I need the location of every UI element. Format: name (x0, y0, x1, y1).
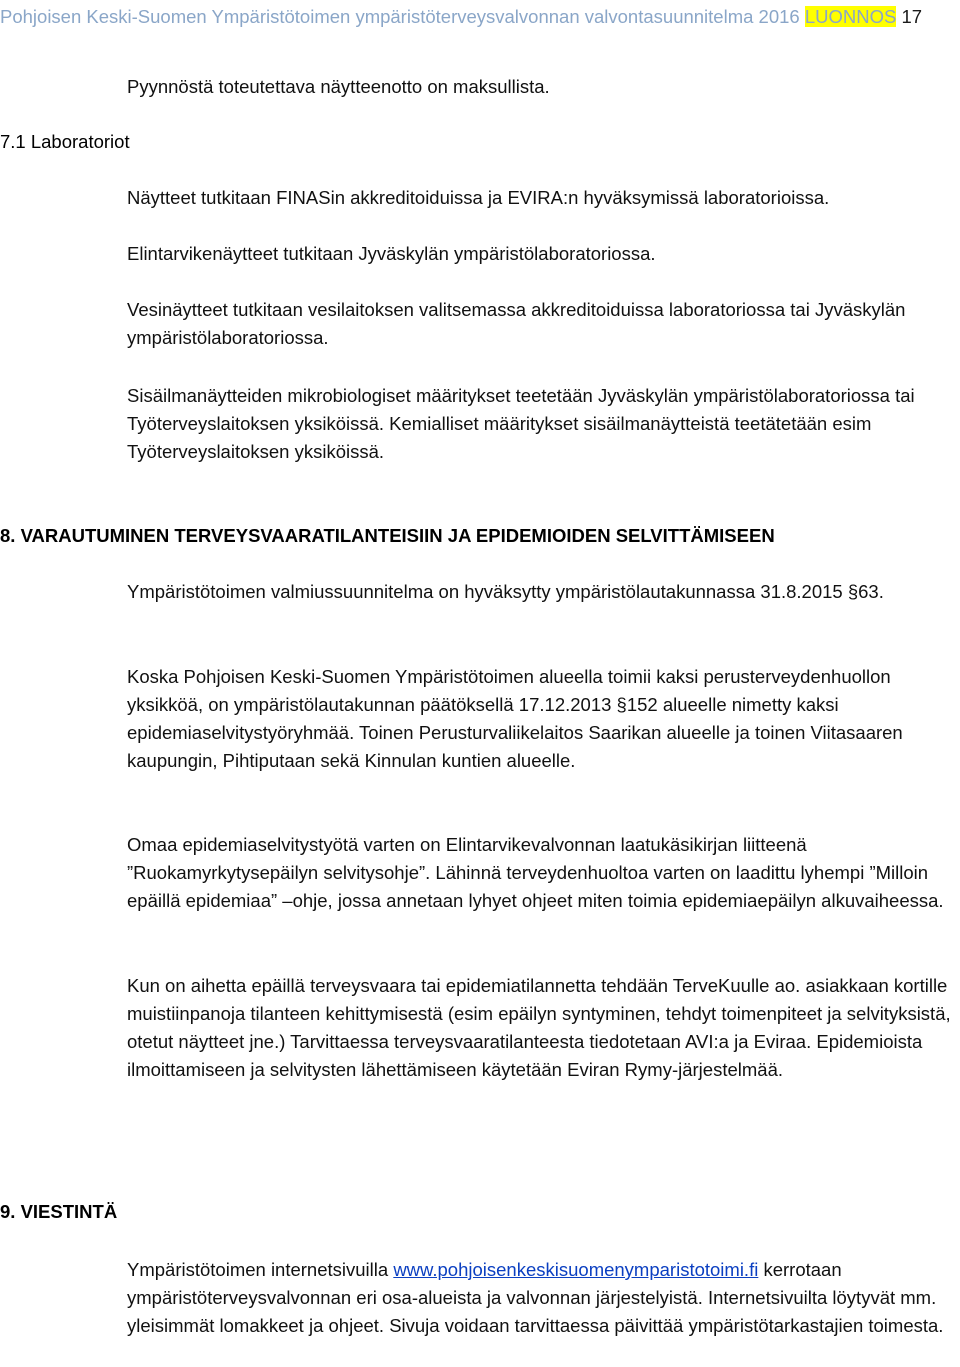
lab-paragraph-2: Elintarvikenäytteet tutkitaan Jyväskylän ympäristölaboratoriossa. (127, 243, 656, 264)
intro-paragraph: Pyynnöstä toteutettava näytteenotto on maksullista. (127, 76, 550, 97)
lab-paragraph-3: Vesinäytteet tutkitaan vesilaitoksen valitsemassa akkreditoiduissa laboratoriossa tai Jyväskylän ympäristölaboratoriossa. (127, 299, 906, 348)
preparedness-paragraph-2: Koska Pohjoisen Keski-Suomen Ympäristötoimen alueella toimii kaksi perusterveydenhuollon yksikköä, on ympäristölautakunnan päätöksellä 17.12.2013 §152 alueelle nimetty kaksi epidemiaselvitystyöryhmää. Toinen Perusturvaliikelaitos Saarikan alueelle ja toinen Viitasaaren kaupungin, Pihtiputaan sekä Kinnulan kuntien alueelle. (127, 666, 903, 771)
page-number: 17 (901, 6, 923, 27)
communication-text-before: Ympäristötoimen internetsivuilla (127, 1259, 389, 1280)
section-7-1-heading: 7.1 Laboratoriot (0, 131, 130, 152)
section-9-heading: 9. VIESTINTÄ (0, 1201, 118, 1222)
preparedness-paragraph-1: Ympäristötoimen valmiussuunnitelma on hyväksytty ympäristölautakunnassa 31.8.2015 §63. (127, 581, 884, 602)
communication-paragraph (127, 1256, 957, 1340)
section-8-heading: 8. VARAUTUMINEN TERVEYSVAARATILANTEISIIN JA EPIDEMIOIDEN SELVITTÄMISEEN (0, 525, 775, 546)
preparedness-paragraph-4: Kun on aihetta epäillä terveysvaara tai epidemiatilannetta tehdään TerveKuulle ao. asiakkaan kortille muistiinpanoja tilanteen kehittymisestä (esim epäilyn syntyminen, tehdyt toimenpiteet ja selvityksistä, otetut näytteet jne.) Tarvittaessa terveysvaaratilanteesta tiedotetaan AVI:a ja Eviraa. Epidemioista ilmoittamiseen ja selvitysten lähettämiseen käytetään Eviran Rymy-järjestelmää. (127, 975, 951, 1080)
page-header (0, 4, 960, 30)
communication-text-after: kerrotaan ympäristöterveysvalvonnan eri osa-alueista ja valvonnan järjestelyistä. Internetsivuilta löytyvät mm. yleisimmät lomakkeet ja ohjeet. Sivuja voidaan tarvittaessa päivittää ympäristötarkastajien toimesta. (127, 1259, 944, 1336)
draft-highlight: LUONNOS (804, 6, 897, 27)
preparedness-paragraph-3: Omaa epidemiaselvitystyötä varten on Elintarvikevalvonnan laatukäsikirjan liitteenä ”Ruokamyrkytysepäilyn selvitysohje”. Lähinnä terveydenhuoltoa varten on laadittu lyhempi ”Milloin epäillä epidemiaa” –ohje, jossa annetaan lyhyet ohjeet miten toimia epidemiaepäilyn alkuvaiheessa. (127, 834, 944, 911)
lab-paragraph-4: Sisäilmanäytteiden mikrobiologiset määritykset teetetään Jyväskylän ympäristölaboratoriossa tai Työterveyslaitoksen yksiköissä. Kemialliset määritykset sisäilmanäytteistä teetätetään esim Työterveyslaitoksen yksiköissä. (127, 385, 915, 462)
header-title: Pohjoisen Keski-Suomen Ympäristötoimen ympäristöterveysvalvonnan valvontasuunnitelma 2016 (0, 6, 800, 27)
website-link[interactable]: www.pohjoisenkeskisuomenymparistotoimi.fi (393, 1259, 759, 1280)
lab-paragraph-1: Näytteet tutkitaan FINASin akkreditoiduissa ja EVIRA:n hyväksymissä laboratorioissa. (127, 187, 830, 208)
